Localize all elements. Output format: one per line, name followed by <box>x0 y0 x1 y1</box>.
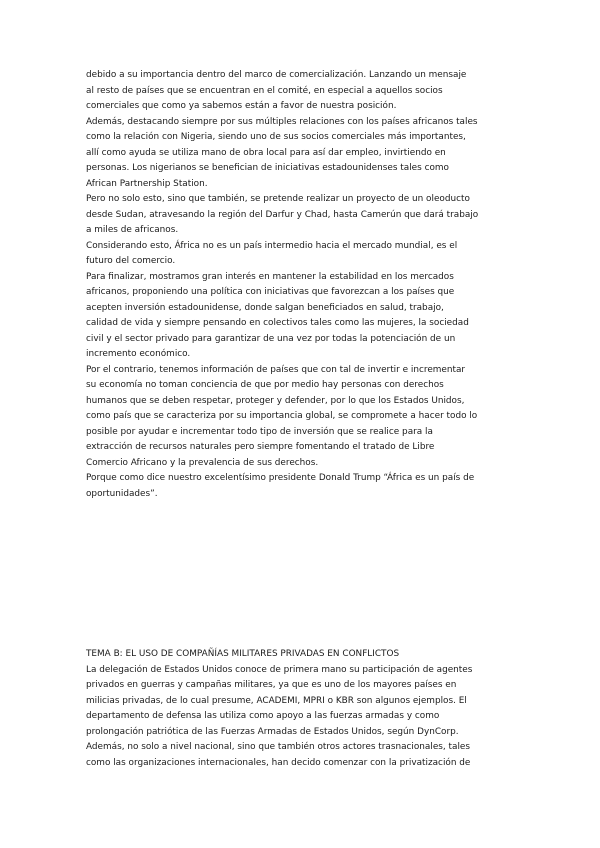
text-line: oportunidades”. <box>86 488 158 499</box>
section-a-text <box>86 68 522 502</box>
text-line: prolongación patriótica de las Fuerzas Armadas de Estados Unidos, según DynCorp. <box>86 726 459 737</box>
text-line: como la relación con Nigeria, siendo uno de sus socios comerciales más importantes, <box>86 132 466 142</box>
text-line: allí como ayuda se utiliza mano de obra local para así dar empleo, invirtiendo en <box>86 147 446 158</box>
text-line: incremento económico. <box>86 349 191 359</box>
text-line: al resto de países que se encuentran en el comité, en especial a aquellos socios <box>86 85 443 96</box>
text-line: Además, no solo a nivel nacional, sino que también otros actores trasnacionales, tales <box>86 742 471 752</box>
text-line: a miles de africanos. <box>86 225 179 235</box>
text-line: humanos que se deben respetar, proteger y defender, por lo que los Estados Unidos, <box>86 395 465 406</box>
text-line: Comercio Africano y la prevalencia de sus derechos. <box>86 457 319 468</box>
text-line: calidad de vida y siempre pensando en colectivos tales como las mujeres, la sociedad <box>86 318 469 328</box>
text-line: extracción de recursos naturales pero siempre fomentando el tratado de Libre <box>86 442 435 452</box>
text-line: African Partnership Station. <box>86 178 208 189</box>
text-line: Además, destacando siempre por sus múltiples relaciones con los países africanos tales <box>86 116 478 127</box>
text-line: Pero no solo esto, sino que también, se pretende realizar un proyecto de un oleoducto <box>86 194 470 204</box>
text-line: Para finalizar, mostramos gran interés en mantener la estabilidad en los mercados <box>86 271 454 282</box>
text-line: La delegación de Estados Unidos conoce de primera mano su participación de agentes <box>86 664 473 675</box>
text-line: privados en guerras y campañas militares, ya que es uno de los mayores países en <box>86 680 457 690</box>
text-line: como país que se caracteriza por su importancia global, se compromete a hacer todo lo <box>86 411 478 421</box>
text-line: acepten inversión estadounidense, donde salgan beneficiados en salud, trabajo, <box>86 302 444 313</box>
text-line: desde Sudan, atravesando la región del Darfur y Chad, hasta Camerún que dará trabajo <box>86 209 479 220</box>
text-line: civil y el sector privado para garantizar de una vez por todas la potenciación de un <box>86 333 456 344</box>
text-line: debido a su importancia dentro del marco de comercialización. Lanzando un mensaje <box>86 70 467 80</box>
text-line: Porque como dice nuestro excelentísimo presidente Donald Trump “África es un país de <box>86 473 475 483</box>
text-line: su economía no toman conciencia de que por medio hay personas con derechos <box>86 380 444 390</box>
text-line: milicias privadas, de lo cual presume, ACADEMI, MPRI o KBR son algunos ejemplos. El <box>86 695 467 706</box>
text-line: departamento de defensa las utiliza como apoyo a las fuerzas armadas y como <box>86 711 440 721</box>
text-line: posible por ayudar e incrementar todo tipo de inversión que se realice para la <box>86 426 433 437</box>
section-b-text <box>86 663 522 772</box>
text-line: como las organizaciones internacionales, han decido comenzar con la privatización de <box>86 757 471 768</box>
section-b-heading: TEMA B: EL USO DE COMPAÑÍAS MILITARES PRIVADAS EN CONFLICTOS <box>86 649 400 659</box>
text-line: Por el contrario, tenemos información de países que con tal de invertir e incrementar <box>86 364 466 375</box>
text-line: africanos, proponiendo una política con iniciativas que favorezcan a los países que <box>86 287 455 297</box>
section-b <box>86 647 522 771</box>
text-line: comerciales que como ya sabemos están a favor de nuestra posición. <box>86 101 397 111</box>
text-line: futuro del comercio. <box>86 256 176 266</box>
text-line: personas. Los nigerianos se benefician de iniciativas estadounidenses tales como <box>86 163 449 173</box>
text-line: Considerando esto, África no es un país intermedio hacia el mercado mundial, es el <box>86 240 458 251</box>
